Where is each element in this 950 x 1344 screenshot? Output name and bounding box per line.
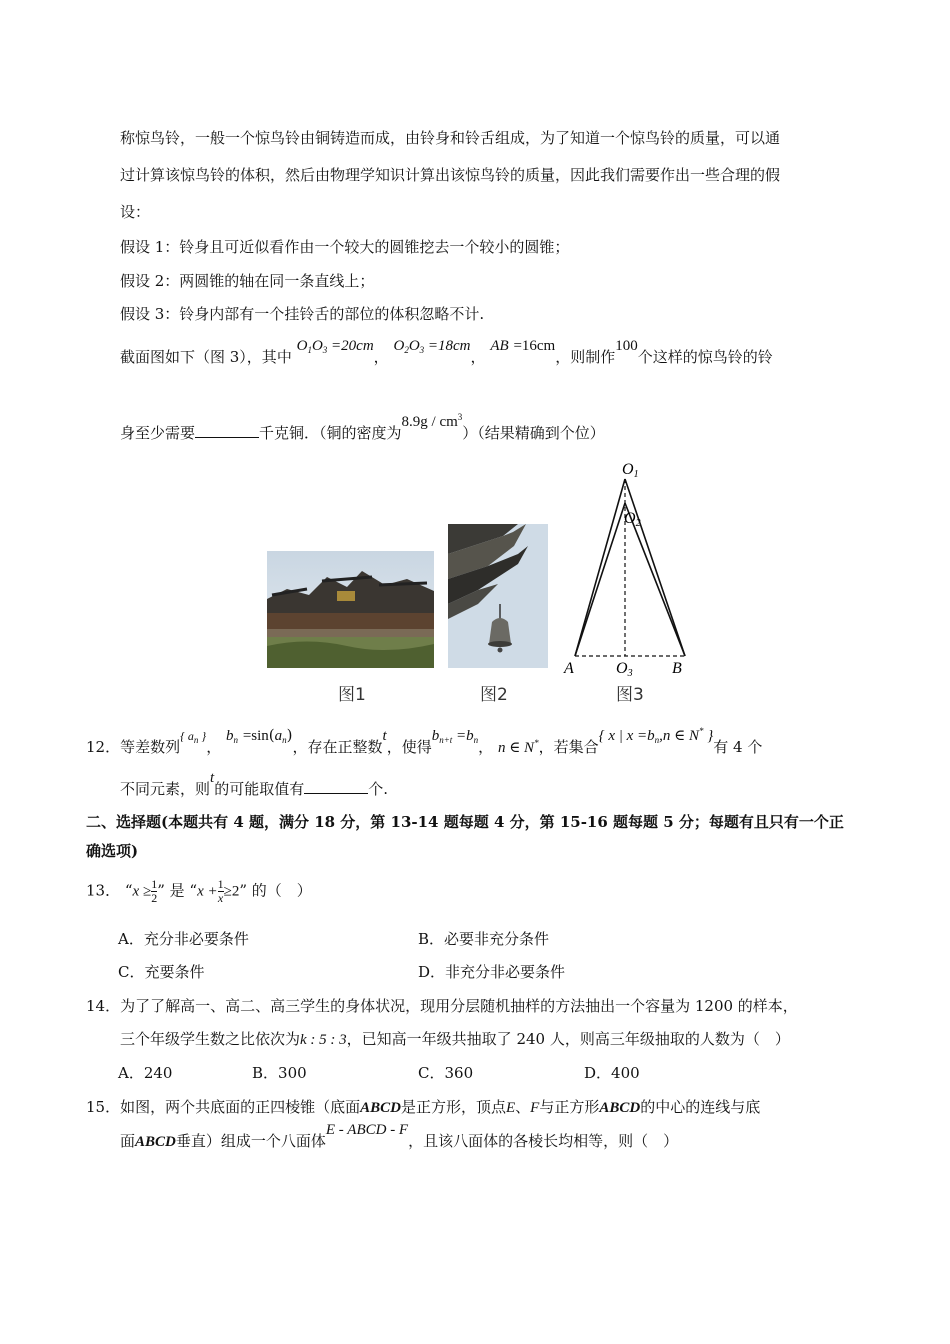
q14-option-c[interactable]: C．360 [418,1064,474,1082]
q15-line-2: 面ABCD垂直）组成一个八面体E - ABCD - F，且该八面体的各棱长均相等，则（ ） [120,1122,679,1150]
q12-line-2: 不同元素，则t的可能取值有 个. [120,770,388,798]
n-in-N: n ∈ N* [497,738,539,756]
o2o3-expr: $O_2O_3 =18cm$ [393,338,471,355]
section-2-heading-1: 二、选择题(本题共有 4 题，满分 18 分，第 13-14 题每题 4 分，第 15-16 题每题 5 分；每题有且只有一个正 [86,813,844,831]
caption-fig1: 图1 [338,685,366,705]
geq-2: ≥2 [223,883,240,900]
hundred: 100 [615,338,638,354]
intro-line-3: 设： [120,203,151,221]
octahedron-expr: E - ABCD - F [325,1122,409,1138]
ab-expr: AB =16cm [490,338,556,354]
q13-option-b[interactable]: B．必要非充分条件 [418,930,550,948]
cross-section-diagram [560,455,700,680]
q14-option-a[interactable]: A．240 [118,1064,173,1082]
caption-fig3: 图3 [616,685,644,705]
q13-option-c[interactable]: C．充要条件 [118,963,205,981]
caption-fig2: 图2 [480,685,508,705]
q13-number: 13． [86,881,121,900]
label-o3: O3 [616,660,633,679]
label-a: A [564,660,574,677]
label-b: B [672,660,682,677]
set-expr: { x | $x =b_n,n$ ∈ N* } [598,726,714,745]
text: 截面图如下（图 3），其中 [120,348,292,366]
var-t: t [382,728,387,744]
label-o1: O1 [622,461,639,480]
x-plus: x + [197,883,218,900]
q15-line-1: 15．如图，两个共底面的正四棱锥（底面ABCD是正方形，顶点E、F与正方形ABCD的中心的连线与底 [86,1098,761,1116]
assumption-3: 假设 3：铃身内部有一个挂铃舌的部位的体积忽略不计. [120,305,485,323]
frac-half: $\frac{1}{2}$ [151,877,158,905]
q12-number: 12． [86,738,121,756]
q13-option-a[interactable]: A．充分非必要条件 [118,930,249,948]
var-t-2: t [210,770,215,786]
temple-photo [267,551,434,668]
o1o3-expr: $O_1O_3 =20cm$ [296,338,374,355]
bn-expr: $b_n =\sin(a_n)$ [226,726,293,745]
ratio-expr: k : 5 : 3 [300,1032,347,1048]
seq-an: { an } [180,729,207,745]
answer-blank-12[interactable] [304,779,368,794]
bell-photo [448,524,548,668]
q13-option-d[interactable]: D．非充分非必要条件 [418,963,566,981]
intro-line-5: 身至少需要 千克铜．（铜的密度为$8.9g / cm^3$）（结果精确到个位） [120,412,605,442]
x-geq: x ≥ [132,883,152,900]
q14-line-2: 三个年级学生数之比依次为k : 5 : 3，已知高一年级共抽取了 240 人，则高三年级抽取的人数为（ ） [120,1030,790,1048]
q14-option-d[interactable]: D．400 [584,1064,640,1082]
answer-blank-11[interactable] [195,423,259,438]
q15-number: 15． [86,1098,121,1116]
label-o2: O2 [624,510,641,529]
assumption-2: 假设 2：两圆锥的轴在同一条直线上； [120,272,375,290]
intro-line-4: 截面图如下（图 3），其中 $O_1O_3 =20cm$， $O_2O_3 =18cm$， AB =16cm，则制作100个这样的惊鸟铃的铃 [120,338,773,366]
q13-stem: 13． “x ≥ $\frac{1}{2}$ ” 是 “x + $\frac{1}{x}$ ≥2” 的（ ） [86,877,312,905]
intro-line-1: 称惊鸟铃，一般一个惊鸟铃由铜铸造而成，由铃身和铃舌组成，为了知道一个惊鸟铃的质量，可以通 [120,129,781,147]
q14-line-1: 14．为了了解高一、高二、高三学生的身体状况，现用分层随机抽样的方法抽出一个容量为 1200 的样本， [86,997,798,1015]
section-2-heading-2: 确选项) [86,842,139,860]
assumption-1: 假设 1：铃身且可近似看作由一个较大的圆锥挖去一个较小的圆锥； [120,238,570,256]
bnt-expr: $b_{n+t} =b_n$ [431,728,479,745]
q14-number: 14． [86,997,121,1015]
frac-one-over-x: $\frac{1}{x}$ [217,877,224,905]
density-expr: $8.9g / cm^3$ [401,412,463,430]
q12-line-1: 12．等差数列$^{\{ a_n \}}$， $b_n =\sin(a_n)$，存在正整数t，使得$b_{n+t} =b_n$， n ∈ N*，若集合{ x | $x =b_n,n$ ∈ N* }有 4 个 [86,726,763,756]
intro-line-2: 过计算该惊鸟铃的体积，然后由物理学知识计算出该惊鸟铃的质量，因此我们需要作出一些合理的假 [120,166,781,184]
q14-option-b[interactable]: B．300 [252,1064,307,1082]
